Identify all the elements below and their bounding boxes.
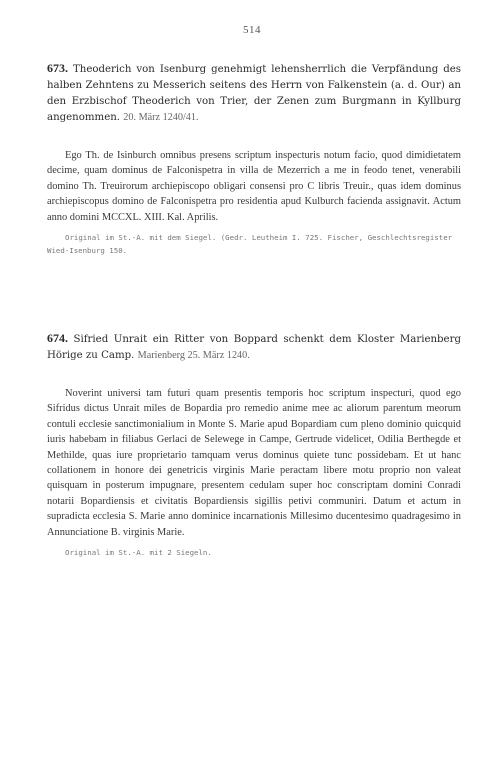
entry-title: Theoderich von Isenburg genehmigt lehensherrlich die Verpfändung des halben Zehntens zu Messerich seitens des Herrn von Falkenstein (a. d. Our) an den Erzbischof Theoderich von Trier, der Zenen zum Burgmann in Kyllburg angenommen. <box>47 64 461 123</box>
entry-number: 674. <box>47 331 68 345</box>
source-note: Original im St.-A. mit 2 Siegeln. <box>65 548 212 558</box>
entry-title: Sifried Unrait ein Ritter von Boppard schenkt dem Kloster Marienberg Hörige zu Camp. <box>47 334 461 361</box>
entry-674 <box>47 330 461 559</box>
entry-number: 673. <box>47 61 68 75</box>
entry-date: Marienberg 25. März 1240. <box>137 350 250 361</box>
entry-date: 20. März 1240/41. <box>123 112 199 123</box>
source-note: Original im St.-A. mit dem Siegel. (Gedr. Leutheim I. 725. Fischer, Geschlechtsregister Wied-Isenburg 150. <box>47 233 453 256</box>
entry-673 <box>47 60 461 257</box>
entry-text: Noverint universi tam futuri quam presentis temporis hoc scriptum inspecturi, quod ego Sifridus dictus Unrait miles de Bopardia pro remedio anime mee ac aliorum parentum meorum contuli ecclesie sanctimonialium in Monte S. Marie apud Bopardiam cum pleno dominio quicquid iuris habebam in filiabus Gerlaci de Selewege in Campe, Gertrude videlicet, Odilia Berthegde et Methilde, quas iure proprietario tamquam verus dominus quiete tunc possidebam. Et ut hanc collationem in honore dei genetricis virginis Marie peractam libere motu proprio non valeat quisquam in posterum impugnare, presentem cedulam super hoc conscriptam domini Conradi notarii Bopardiensis et civitatis Bopardiensis sigillis petivi communiri. Datum et actum in supradicta ecclesia S. Marie anno dominice incarnationis Millesimo ducentesimo quadragesimo in Annunciatione B. virginis Marie. <box>47 388 461 538</box>
entry-heading <box>47 330 461 364</box>
page-number: 514 <box>243 24 261 36</box>
entry-heading <box>47 60 461 126</box>
entry-text: Ego Th. de Isinburch omnibus presens scriptum inspecturis notum facio, quod dimidietatem decime, quam dominus de Falconispetra in villa de Mezerrich a me in feodo tenet, venerabili domino Th. Treuirorum archiepiscopo obligari consensi pro C libris Treuir., quas idem dominus archiepiscopus domino de Falconispetra pro residentia apud Kulburch facienda assignavit. Actum anno domini MCCXL. XIII. Kal. Aprilis. <box>47 150 461 223</box>
